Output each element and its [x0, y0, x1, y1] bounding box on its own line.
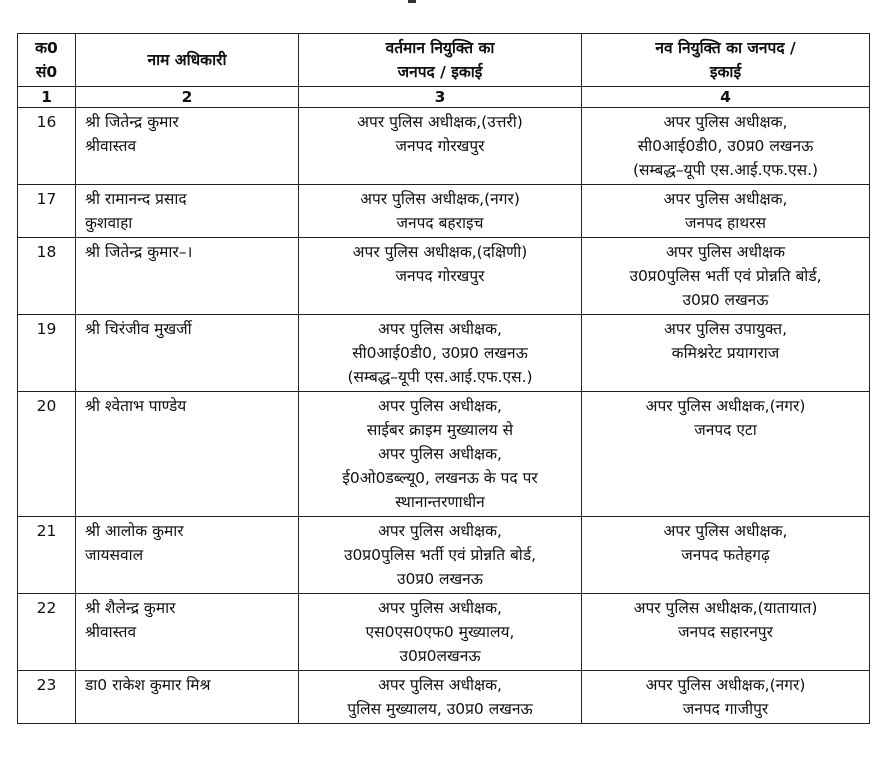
current-posting-line: साईबर क्राइम मुख्यालय से — [366, 421, 514, 439]
officer-name-line: जायसवाल — [85, 546, 144, 564]
table-row — [18, 671, 870, 724]
serial-number: 16 — [18, 108, 76, 185]
current-posting — [299, 185, 582, 238]
column-index: 2 — [76, 87, 299, 108]
new-posting — [582, 392, 870, 517]
serial-number: 17 — [18, 185, 76, 238]
current-posting-line: जनपद गोरखपुर — [395, 267, 485, 285]
current-posting-line: अपर पुलिस अधीक्षक,(नगर) — [360, 190, 520, 208]
new-posting-line: अपर पुलिस अधीक्षक, — [663, 113, 788, 131]
officer-name-line: श्रीवास्तव — [85, 137, 137, 155]
serial-number: 21 — [18, 517, 76, 594]
current-posting — [299, 671, 582, 724]
new-posting-line: कमिश्नरेट प्रयागराज — [671, 344, 780, 362]
serial-number: 23 — [18, 671, 76, 724]
current-posting-line: जनपद बहराइच — [396, 214, 484, 232]
header-line: इकाई — [709, 63, 742, 81]
current-posting-line: अपर पुलिस अधीक्षक,(उत्तरी) — [357, 113, 523, 131]
column-index: 1 — [18, 87, 76, 108]
new-posting-line: जनपद हाथरस — [684, 214, 767, 232]
header-serial-no — [18, 34, 76, 87]
header-line: जनपद / इकाई — [397, 63, 483, 81]
posting-table — [17, 33, 870, 724]
header-current-posting — [299, 34, 582, 87]
new-posting-line: उ0प्र0पुलिस भर्ती एवं प्रोन्नति बोर्ड, — [629, 267, 822, 285]
table-row — [18, 108, 870, 185]
current-posting — [299, 315, 582, 392]
serial-number: 22 — [18, 594, 76, 671]
column-index-row — [18, 87, 870, 108]
officer-name-line: डा0 राकेश कुमार मिश्र — [85, 676, 211, 694]
current-posting — [299, 594, 582, 671]
current-posting-line: एस0एस0एफ0 मुख्यालय, — [365, 623, 515, 641]
header-new-posting — [582, 34, 870, 87]
table-row — [18, 315, 870, 392]
new-posting — [582, 671, 870, 724]
new-posting — [582, 238, 870, 315]
officer-name — [76, 108, 299, 185]
current-posting — [299, 517, 582, 594]
officer-name-line: श्री श्वेताभ पाण्डेय — [85, 397, 187, 415]
header-line: सं0 — [35, 63, 58, 81]
new-posting-line: जनपद एटा — [694, 421, 757, 439]
current-posting-line: अपर पुलिस अधीक्षक, — [378, 599, 502, 617]
current-posting-line: अपर पुलिस अधीक्षक, — [378, 676, 502, 694]
current-posting-line: अपर पुलिस अधीक्षक, — [378, 397, 502, 415]
column-index: 3 — [299, 87, 582, 108]
officer-name-line: श्री जितेन्द्र कुमार — [85, 113, 179, 131]
table-row — [18, 185, 870, 238]
current-posting-line: ई0ओ0डब्ल्यू0, लखनऊ के पद पर — [342, 469, 538, 487]
new-posting-line: अपर पुलिस अधीक्षक,(नगर) — [645, 676, 806, 694]
officer-name-line: श्रीवास्तव — [85, 623, 137, 641]
current-posting-line: स्थानान्तरणाधीन — [395, 493, 485, 511]
new-posting-line: (सम्बद्ध–यूपी एस.आई.एफ.एस.) — [632, 161, 819, 179]
officer-name-line: श्री जितेन्द्र कुमार–। — [85, 243, 193, 261]
current-posting-line: उ0प्र0 लखनऊ — [397, 570, 483, 588]
page-top-mark — [408, 0, 416, 3]
serial-number: 20 — [18, 392, 76, 517]
current-posting-line: उ0प्र0लखनऊ — [399, 647, 481, 665]
header-line: नव नियुक्ति का जनपद / — [655, 39, 796, 57]
new-posting — [582, 315, 870, 392]
officer-name-line: श्री आलोक कुमार — [85, 522, 184, 540]
new-posting-line: जनपद गाजीपुर — [682, 700, 769, 718]
table-row — [18, 238, 870, 315]
new-posting-line: अपर पुलिस अधीक्षक, — [663, 522, 788, 540]
new-posting — [582, 517, 870, 594]
current-posting-line: अपर पुलिस अधीक्षक, — [378, 320, 502, 338]
officer-name — [76, 671, 299, 724]
header-officer-name — [76, 34, 299, 87]
officer-name — [76, 392, 299, 517]
current-posting-line: सी0आई0डी0, उ0प्र0 लखनऊ — [352, 344, 528, 362]
current-posting-line: अपर पुलिस अधीक्षक, — [378, 445, 502, 463]
officer-name — [76, 517, 299, 594]
new-posting-line: जनपद फतेहगढ़ — [681, 546, 770, 564]
table-row — [18, 517, 870, 594]
officer-name — [76, 315, 299, 392]
officer-name-line: श्री रामानन्द प्रसाद — [85, 190, 187, 208]
officer-name — [76, 185, 299, 238]
header-line: क0 — [35, 39, 58, 57]
current-posting-line: उ0प्र0पुलिस भर्ती एवं प्रोन्नति बोर्ड, — [343, 546, 537, 564]
new-posting-line: उ0प्र0 लखनऊ — [682, 291, 769, 309]
current-posting-line: अपर पुलिस अधीक्षक,(दक्षिणी) — [352, 243, 528, 261]
officer-name-line: श्री चिरंजीव मुखर्जी — [85, 320, 192, 338]
new-posting — [582, 594, 870, 671]
officer-name-line: श्री शैलेन्द्र कुमार — [85, 599, 176, 617]
header-line: वर्तमान नियुक्ति का — [385, 39, 495, 57]
table-row — [18, 392, 870, 517]
serial-number: 18 — [18, 238, 76, 315]
new-posting-line: जनपद सहारनपुर — [678, 623, 773, 641]
current-posting-line: (सम्बद्ध–यूपी एस.आई.एफ.एस.) — [347, 368, 533, 386]
serial-number: 19 — [18, 315, 76, 392]
new-posting — [582, 108, 870, 185]
current-posting-line: अपर पुलिस अधीक्षक, — [378, 522, 502, 540]
new-posting-line: सी0आई0डी0, उ0प्र0 लखनऊ — [637, 137, 814, 155]
new-posting-line: अपर पुलिस उपायुक्त, — [663, 320, 788, 338]
new-posting-line: अपर पुलिस अधीक्षक,(यातायात) — [633, 599, 818, 617]
current-posting-line: पुलिस मुख्यालय, उ0प्र0 लखनऊ — [347, 700, 533, 718]
new-posting-line: अपर पुलिस अधीक्षक, — [663, 190, 788, 208]
new-posting — [582, 185, 870, 238]
current-posting-line: जनपद गोरखपुर — [395, 137, 485, 155]
officer-name — [76, 594, 299, 671]
current-posting — [299, 392, 582, 517]
header-line: नाम अधिकारी — [147, 51, 227, 69]
officer-name — [76, 238, 299, 315]
officer-name-line: कुशवाहा — [85, 214, 133, 232]
table-row — [18, 594, 870, 671]
current-posting — [299, 108, 582, 185]
new-posting-line: अपर पुलिस अधीक्षक — [665, 243, 786, 261]
header-row — [18, 34, 870, 87]
new-posting-line: अपर पुलिस अधीक्षक,(नगर) — [645, 397, 806, 415]
current-posting — [299, 238, 582, 315]
column-index: 4 — [582, 87, 870, 108]
